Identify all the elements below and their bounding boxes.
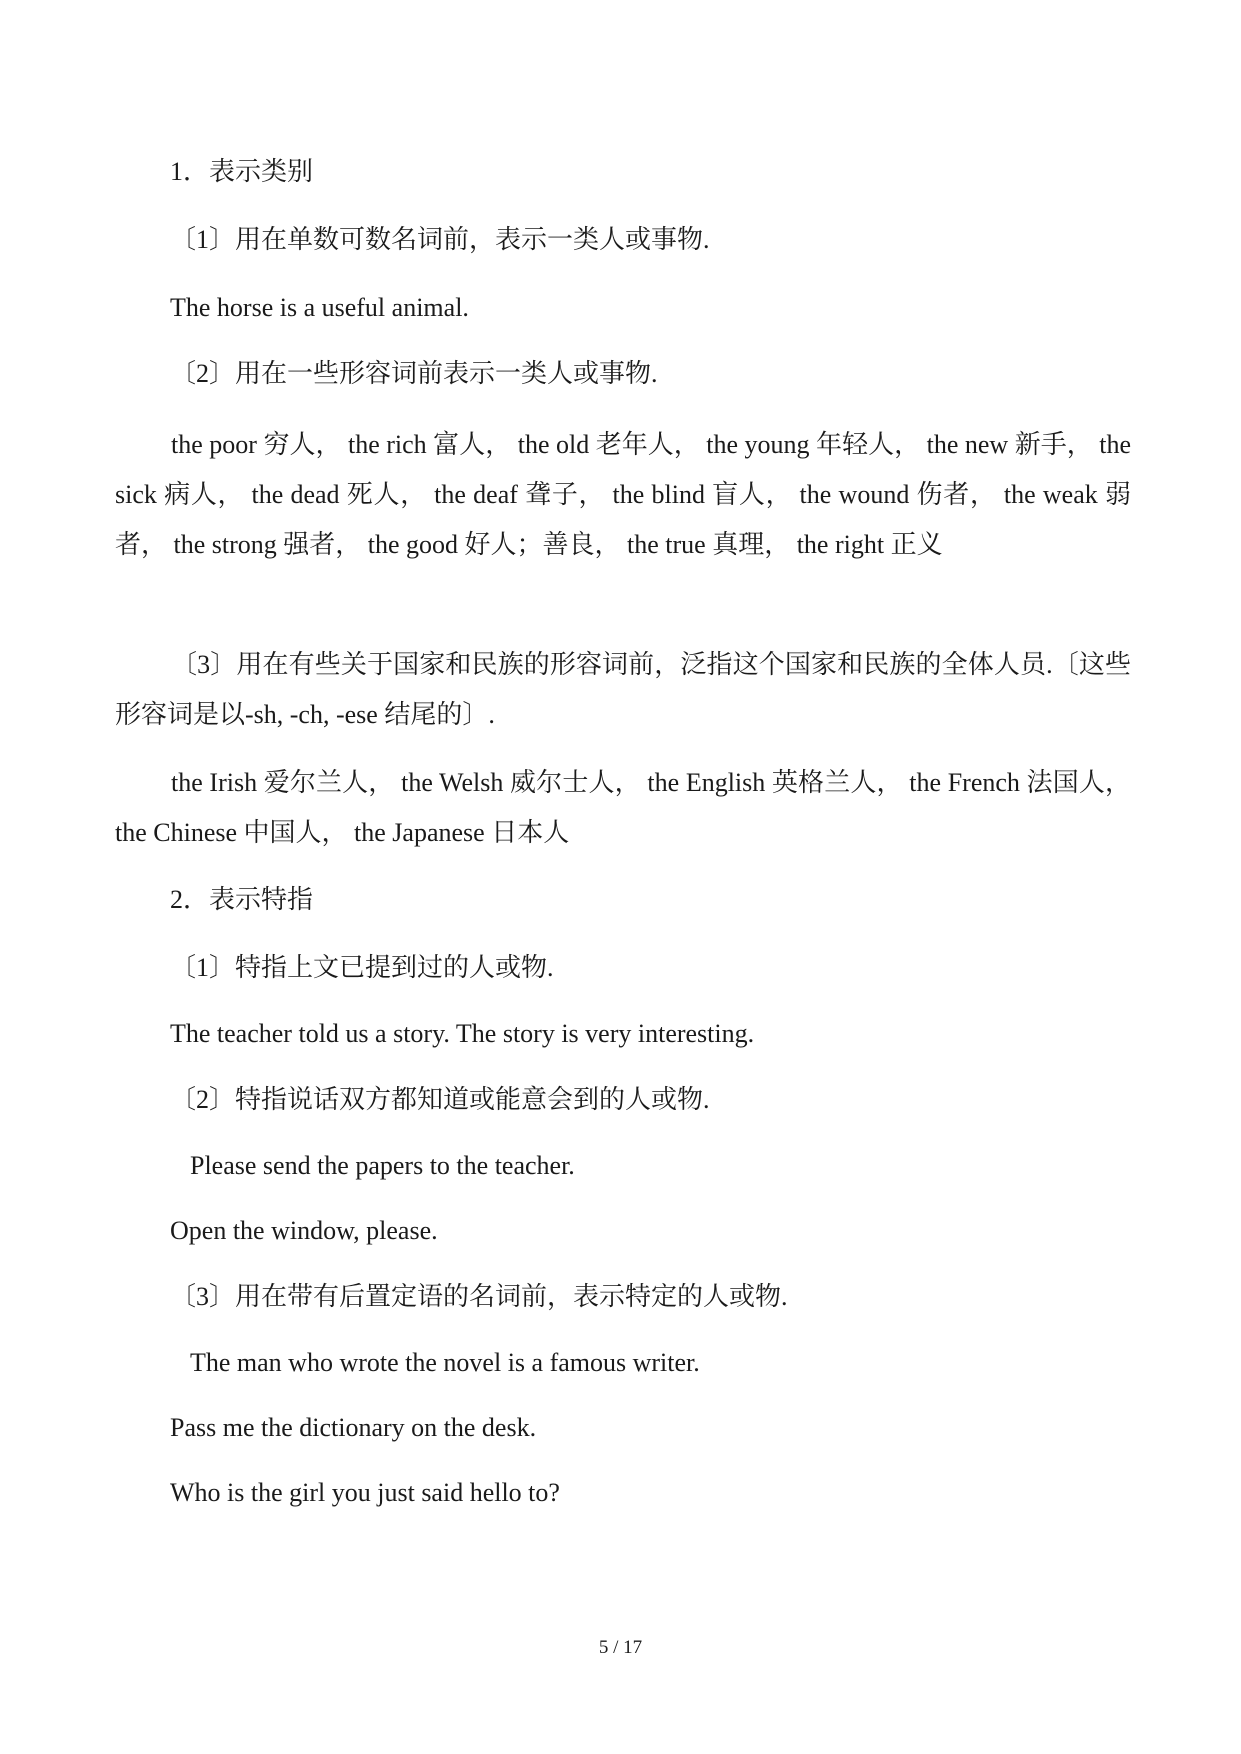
section-2-sub-2-heading: 〔2〕特指说话双方都知道或能意会到的人或物. <box>170 1085 710 1114</box>
section-1-sub-3-examples: the Irish 爱尔兰人， the Welsh 威尔士人， the English 英格兰人， the French 法国人， the Chinese 中国人， the Japanese 日本人 <box>115 768 1131 847</box>
section-1-sub-3-heading: 〔3〕用在有些关于国家和民族的形容词前，泛指这个国家和民族的全体人员.〔这些形容词是以-sh, -ch, -ese 结尾的〕. <box>115 650 1131 729</box>
section-1-sub-1-example: The horse is a useful animal. <box>170 293 469 322</box>
section-1-heading: 1．表示类别 <box>170 157 314 186</box>
section-2-heading: 2．表示特指 <box>170 885 314 914</box>
page-number: 5 / 17 <box>598 1637 643 1658</box>
section-2-sub-1-example: The teacher told us a story. The story is very interesting. <box>170 1019 755 1048</box>
section-2-sub-3-example-2: Pass me the dictionary on the desk. <box>170 1413 537 1442</box>
section-2-sub-3-example-3: Who is the girl you just said hello to? <box>170 1478 560 1507</box>
section-2-sub-2-example-1: Please send the papers to the teacher. <box>190 1151 575 1180</box>
section-2-sub-2-example-2: Open the window, please. <box>170 1216 438 1245</box>
section-2-sub-1-heading: 〔1〕特指上文已提到过的人或物. <box>170 953 554 982</box>
section-1-sub-1-heading: 〔1〕用在单数可数名词前，表示一类人或事物. <box>170 225 710 254</box>
section-2-sub-3-heading: 〔3〕用在带有后置定语的名词前，表示特定的人或物. <box>170 1282 788 1311</box>
section-2-sub-3-example-1: The man who wrote the novel is a famous writer. <box>190 1348 700 1377</box>
section-1-sub-2-heading: 〔2〕用在一些形容词前表示一类人或事物. <box>170 359 658 388</box>
section-1-sub-2-examples: the poor 穷人， the rich 富人， the old 老年人， the young 年轻人， the new 新手， the sick 病人， the dead 死人， the deaf 聋子， the blind 盲人， the wound 伤者， the weak 弱者， the strong 强者， the good 好人；善良， the true 真理， the right 正义 <box>115 430 1131 559</box>
